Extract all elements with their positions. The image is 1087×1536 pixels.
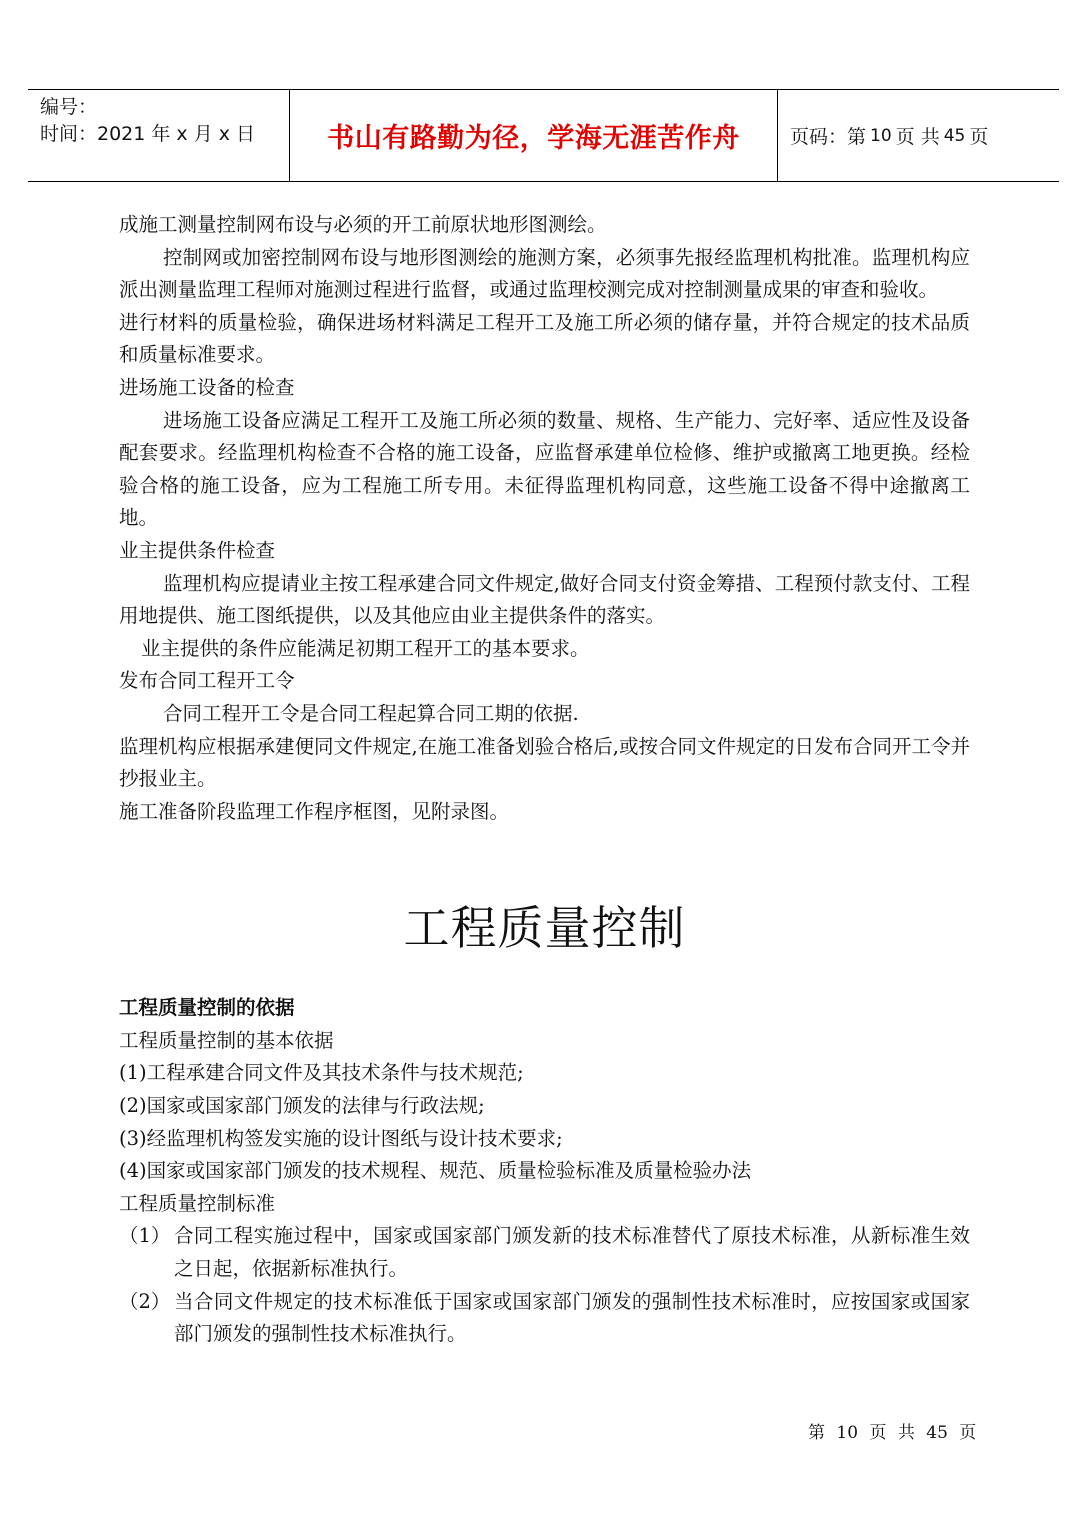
basis-item: (2)国家或国家部门颁发的法律与行政法规;	[119, 1094, 485, 1118]
standard-item	[119, 1286, 970, 1351]
spacer	[119, 828, 970, 898]
standard-item	[119, 1220, 970, 1285]
paragraph: 合同工程开工令是合同工程起算合同工期的依据.	[163, 701, 579, 725]
standard-label: 工程质量控制标准	[119, 1191, 276, 1215]
paragraph: 业主提供的条件应能满足初期工程开工的基本要求。	[141, 636, 590, 660]
page-mid: 页 共	[895, 126, 940, 148]
list-marker: （1）	[119, 1224, 171, 1248]
list-marker: （2）	[119, 1289, 171, 1313]
paragraph: 进行材料的质量检验，确保进场材料满足工程开工及施工所必须的储存量，并符合规定的技术品质和质量标准要求。	[119, 310, 970, 367]
list-text: 合同工程实施过程中，国家或国家部门颁发新的技术标准替代了原技术标准，从新标准生效之日起，依据新标准执行。	[174, 1224, 970, 1281]
basis-item: (1)工程承建合同文件及其技术条件与技术规范;	[119, 1061, 524, 1085]
list-text: 当合同文件规定的技术标准低于国家或国家部门颁发的强制性技术标准时，应按国家或国家部门颁发的强制性技术标准执行。	[174, 1289, 970, 1346]
page-prefix: 页码：第	[790, 126, 867, 148]
page-total: 45	[943, 125, 966, 146]
page-suffix: 页	[969, 126, 989, 148]
heading-equipment-check: 进场施工设备的检查	[119, 375, 295, 399]
paragraph: 监理机构应提请业主按工程承建合同文件规定,做好合同支付资金筹措、工程预付款支付、工程用地提供、施工图纸提供，以及其他应由业主提供条件的落实。	[119, 571, 970, 628]
section-subheading: 工程质量控制的依据	[119, 996, 295, 1020]
document-number-label: 编号：	[40, 96, 98, 118]
header-motto: 书山有路勤为径，学海无涯苦作舟	[290, 90, 778, 181]
basis-item: (4)国家或国家部门颁发的技术规程、规范、质量检验标准及质量检验办法	[119, 1159, 752, 1183]
page-footer: 第 10 页 共 45 页	[808, 1423, 977, 1443]
basis-item: (3)经监理机构签发实施的设计图纸与设计技术要求;	[119, 1126, 563, 1150]
basis-label: 工程质量控制的基本依据	[119, 1028, 334, 1052]
page-current: 10	[870, 125, 892, 146]
paragraph: 施工准备阶段监理工作程序框图，见附录图。	[119, 799, 510, 823]
document-body	[119, 209, 970, 1351]
paragraph: 成施工测量控制网布设与必须的开工前原状地形图测绘。	[119, 213, 607, 236]
heading-owner-conditions: 业主提供条件检查	[119, 538, 276, 562]
section-title: 工程质量控制	[403, 901, 686, 956]
paragraph: 监理机构应根据承建便同文件规定,在施工准备划验合格后,或按合同文件规定的日发布合同开工令并抄报业主。	[119, 734, 970, 791]
paragraph: 进场施工设备应满足工程开工及施工所必须的数量、规格、生产能力、完好率、适应性及设备配套要求。经监理机构检查不合格的施工设备，应监督承建单位检修、维护或撤离工地更换。经检验合格的施工设备，应为工程施工所专用。未征得监理机构同意，这些施工设备不得中途撤离工地。	[119, 408, 970, 530]
document-time: 时间：2021 年 x 月 x 日	[40, 123, 256, 145]
header-page-info	[778, 90, 1059, 181]
heading-start-order: 发布合同工程开工令	[119, 669, 295, 693]
header-meta	[28, 90, 290, 181]
paragraph: 控制网或加密控制网布设与地形图测绘的施测方案，必须事先报经监理机构批准。监理机构应派出测量监理工程师对施测过程进行监督，或通过监理校测完成对控制测量成果的审查和验收。	[119, 245, 970, 302]
page-header	[28, 89, 1059, 182]
